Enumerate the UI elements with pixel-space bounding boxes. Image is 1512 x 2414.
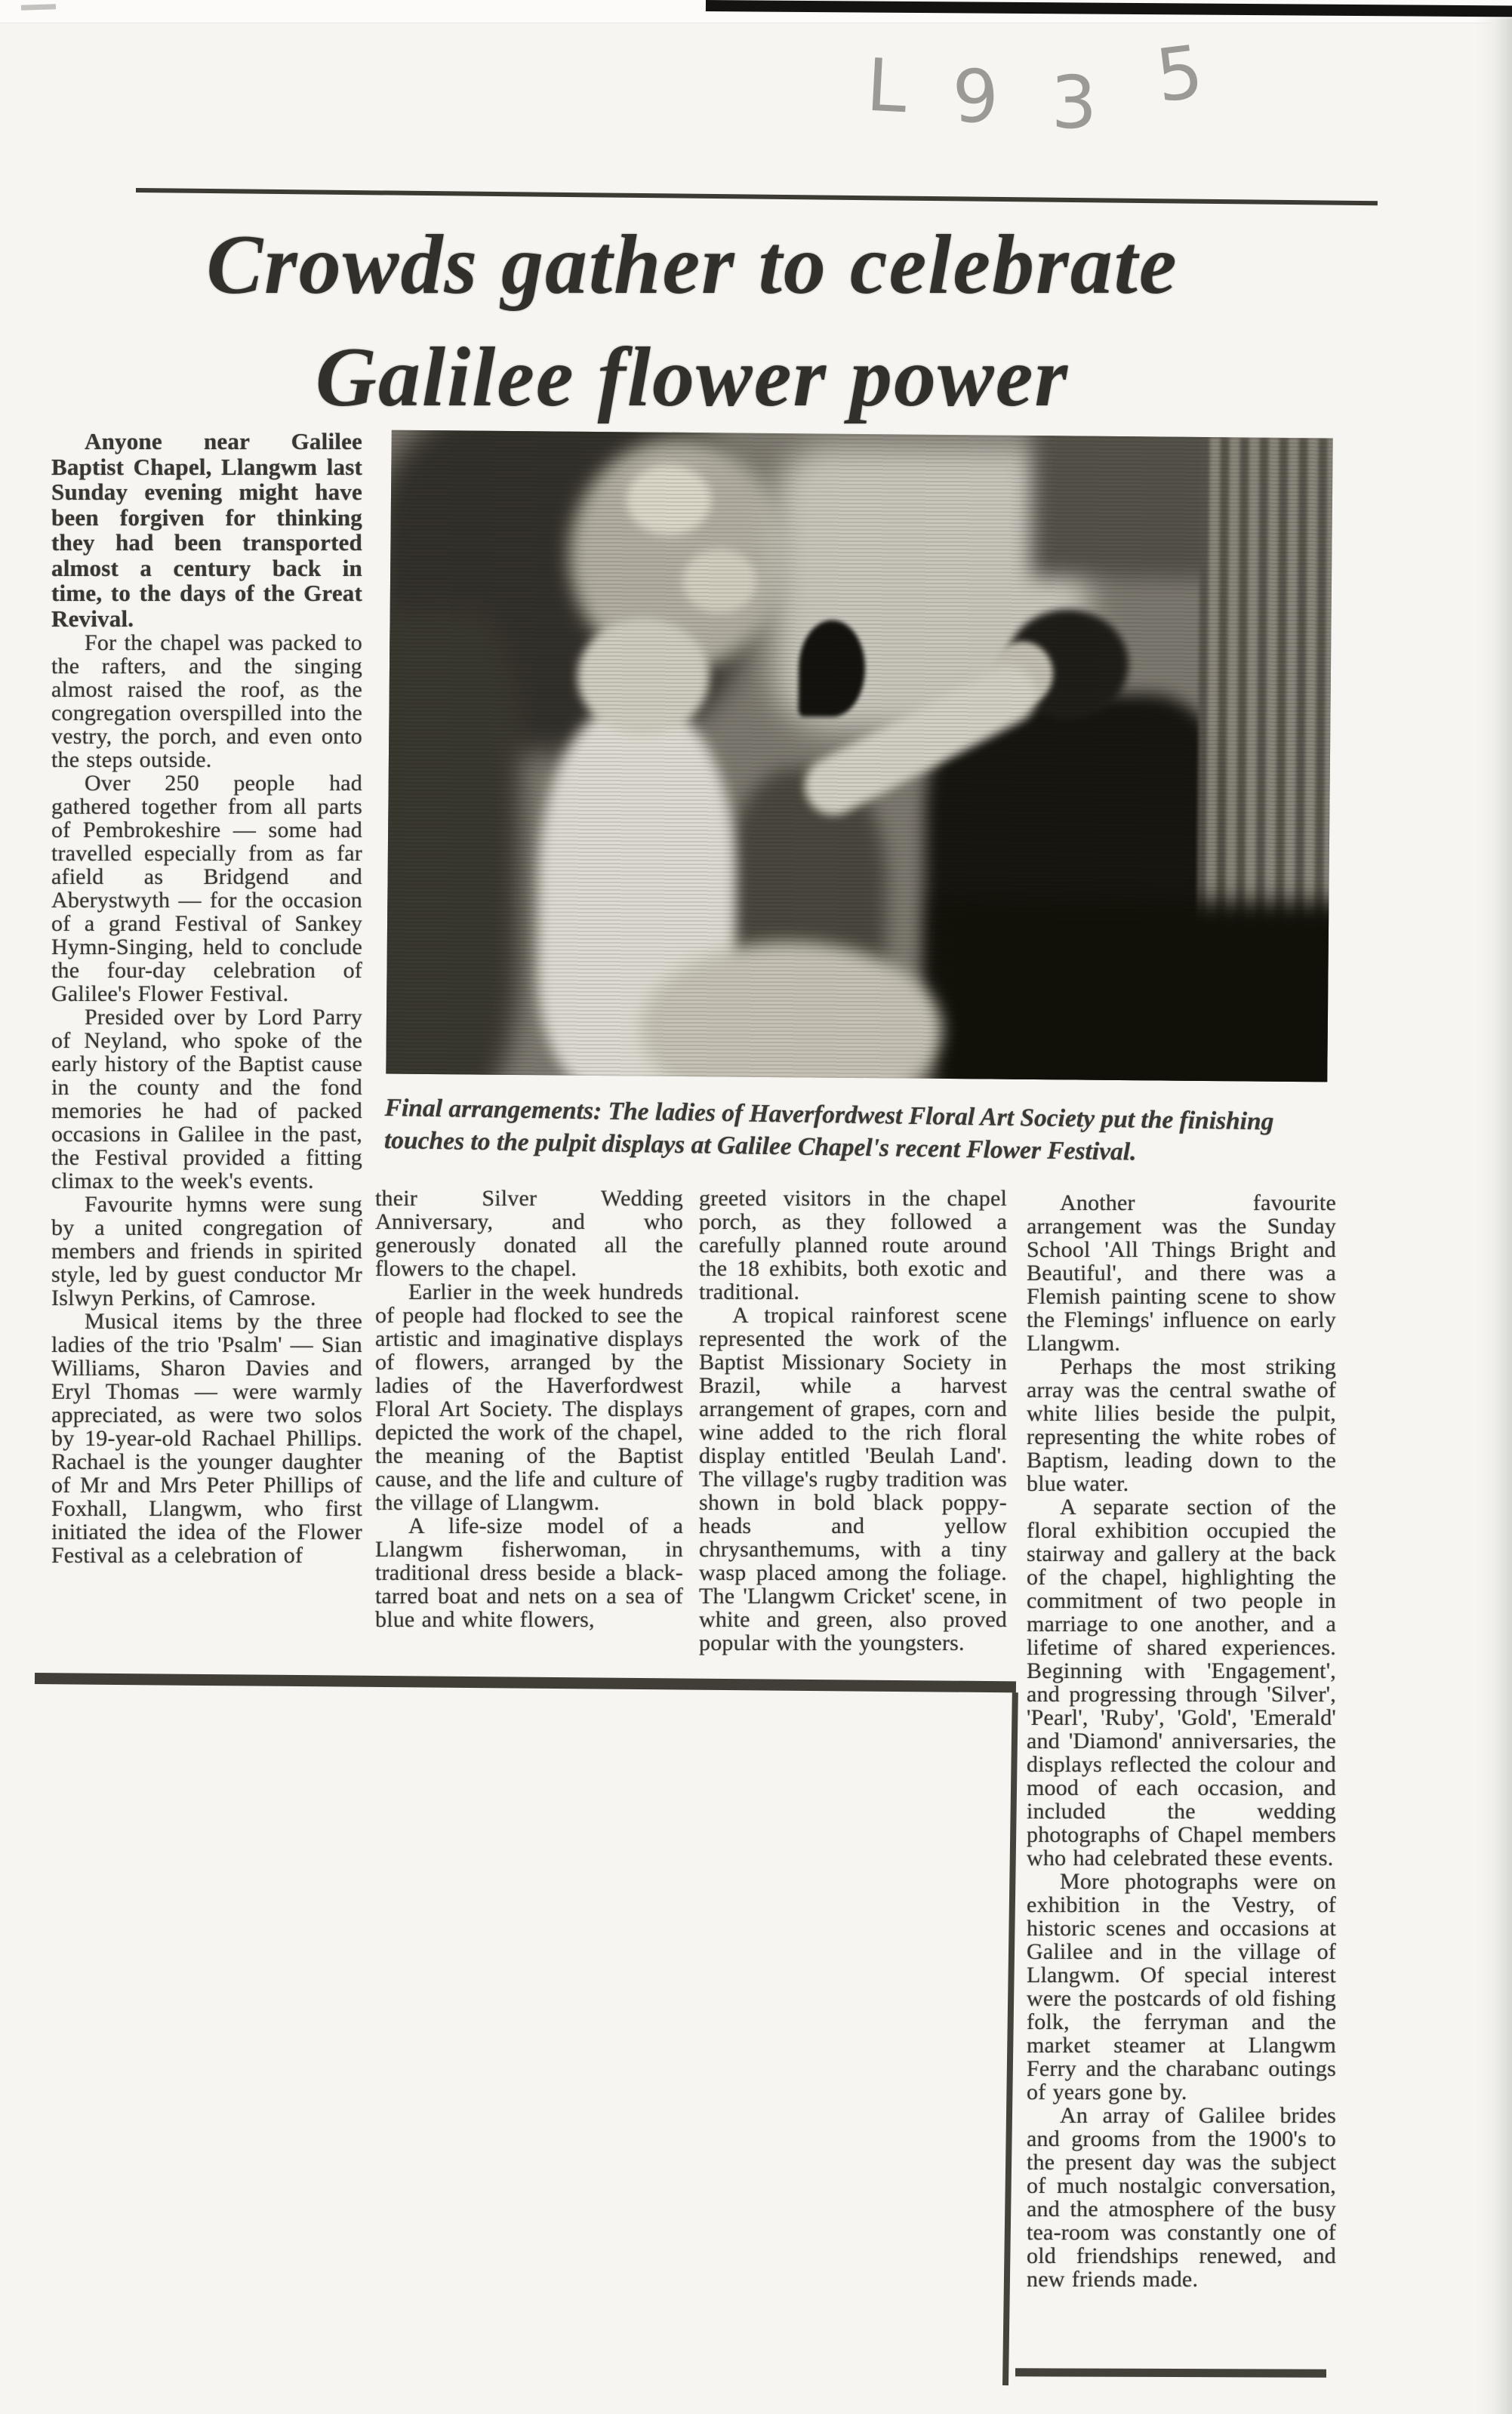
article-column-1 (51, 429, 362, 1567)
article-paragraph: For the chapel was packed to the rafters, and the singing almost raised the roof, as the congregation overspilled into the vestry, the porch, and even onto the steps outside. (51, 630, 362, 772)
article-column-2 (375, 1187, 683, 1631)
news-photo (386, 430, 1332, 1082)
photo-statue-figure (537, 702, 738, 1082)
headline-top-rule (136, 188, 1378, 205)
handwritten-char: 3 (1050, 60, 1098, 146)
photo-caption: Final arrangements: The ladies of Haverfordwest Floral Art Society put the finishing touches to the pulpit displays at Galilee Chapel's recent Flower Festival. (383, 1093, 1274, 1166)
article-paragraph: Presided over by Lord Parry of Neyland, who spoke of the early history of the Baptist cause in the county and the fond memories he had of packed occasions in Galilee in the past, the Festival provided a fitting climax to the week's events. (51, 1005, 362, 1193)
photo-woman-dark-dress (922, 692, 1236, 1082)
column-separator-line (1002, 1692, 1018, 2385)
photo-dark-leaf (799, 620, 865, 718)
article-paragraph: Another favourite arrangement was the Sunday School 'All Things Bright and Beautiful', and there was a Flemish painting scene to show the Flemings' influence on early Llangwm. (1027, 1190, 1336, 1356)
article-column-3 (699, 1187, 1007, 1655)
paper-edge-shadow-soft (1476, 18, 1495, 2414)
photo-bottom-flowers (640, 941, 943, 1082)
handwritten-char: L (864, 42, 910, 130)
photo-woman-arm (795, 656, 1047, 825)
photo-mid-foliage (725, 768, 887, 1052)
photo-flower-highlight (626, 464, 711, 536)
article-paragraph: More photographs were on exhibition in the Vestry, of historic scenes and occasions at Galilee and in the village of Llangwm. Of special interest were the postcards of old fishing folk, the ferryman and the market steamer at Llangwm Ferry and the charabanc outings of years gone by. (1027, 1869, 1336, 2105)
article-paragraph: Musical items by the three ladies of the trio 'Psalm' — Sian Williams, Sharon Davies and Eryl Thomas — were warmly appreciated, as were two solos by 19-year-old Rachael Phillips. Rachael is the younger daughter of Mr and Mrs Peter Phillips of Foxhall, Llangwm, who first initiated the idea of the Flower Festival as a celebration of (51, 1309, 362, 1568)
article-paragraph: Favourite hymns were sung by a united congregation of members and friends in spirited style, led by guest conductor Mr Islwyn Perkins, of Camrose. (51, 1192, 362, 1310)
article-paragraph: Earlier in the week hundreds of people had flocked to see the artistic and imaginative displays of flowers, arranged by the ladies of the Haverfordwest Floral Art Society. The displays depicted the work of the chapel, the meaning of the Baptist cause, and the life and culture of the village of Llangwm. (375, 1279, 683, 1515)
photo-flower-cluster (568, 438, 787, 672)
headline-line-1: Crowds gather to celebrate (206, 218, 1178, 312)
article-column-4 (1027, 1191, 1336, 2291)
article-paragraph: A life-size model of a Llangwm fisherwoman, in traditional dress beside a black-tarred boat and nets on a sea of blue and white flowers, (375, 1513, 683, 1632)
photo-dark-left-edge (386, 610, 522, 1082)
article-paragraph: Over 250 people had gathered together from all parts of Pembrokeshire — some had travelled especially from as far afield as Bridgend and Aberystwyth — for the occasion of a grand Festival of Sankey Hymn-Singing, held to conclude the four-day celebration of Galilee's Flower Festival. (51, 771, 362, 1006)
article-paragraph: A tropical rainforest scene represented the work of the Baptist Missionary Society in Brazil, while a harvest arrangement of grapes, corn and wine added to the rich floral display entitled 'Beulah Land'. The village's rugby tradition was shown in bold black poppy-heads and yellow chrysanthemums, with a tiny wasp placed among the foliage. The 'Llangwm Cricket' scene, in white and green, also proved popular with the youngsters. (699, 1303, 1007, 1655)
photo-woman-hair (1005, 609, 1129, 719)
article-paragraph: Anyone near Galilee Baptist Chapel, Llangwm last Sunday evening might have been forgiven for thinking they had been transported almost a century back in time, to the days of the Great Revival. (51, 428, 362, 632)
photo-statue-head (577, 618, 710, 735)
handwritten-char: 9 (951, 53, 1001, 140)
photo-woman-face (992, 641, 1054, 706)
article-paragraph: their Silver Wedding Anniversary, and who generously donated all the flowers to the chapel. (375, 1186, 683, 1281)
photo-foliage-topleft (386, 430, 750, 756)
photo-bottom-right-dark (932, 898, 1333, 1082)
photo-pillar-stripes (1196, 437, 1333, 1082)
article-paragraph: An array of Galilee brides and grooms from the 1900's to the present day was the subject of much nostalgic conversation, and the atmosphere of the busy tea-room was constantly one of old friendships renewed, and new friends made. (1027, 2103, 1336, 2292)
headline-line-2: Galilee flower power (315, 331, 1070, 424)
article-end-rule (1015, 2368, 1326, 2377)
article-paragraph: greeted visitors in the chapel porch, as they followed a carefully planned route around the 18 exhibits, both exotic and traditional. (699, 1186, 1007, 1304)
handwritten-char: 5 (1151, 29, 1208, 119)
headline (45, 205, 1339, 430)
paper-edge-shadow (1495, 18, 1512, 2414)
column-bottom-rule (35, 1673, 1016, 1692)
photo-top-right-shade (1030, 430, 1220, 579)
article-paragraph: A separate section of the floral exhibition occupied the stairway and gallery at the back of the chapel, highlighting the commitment of two people in marriage to one another, and a lifetime of shared experiences. Beginning with 'Engagement', and progressing through 'Silver', 'Pearl', 'Ruby', 'Gold', 'Emerald' and 'Diamond' anniversaries, the displays reflected the colour and mood of each occasion, and included the wedding photographs of Chapel members who had celebrated these events. (1027, 1495, 1336, 1871)
photo-flower-highlight (682, 548, 757, 613)
article-paragraph: Perhaps the most striking array was the central swathe of white lilies beside the pulpit, representing the white robes of Baptism, leading down to the blue water. (1027, 1354, 1336, 1496)
photo-window-light (775, 446, 1089, 732)
